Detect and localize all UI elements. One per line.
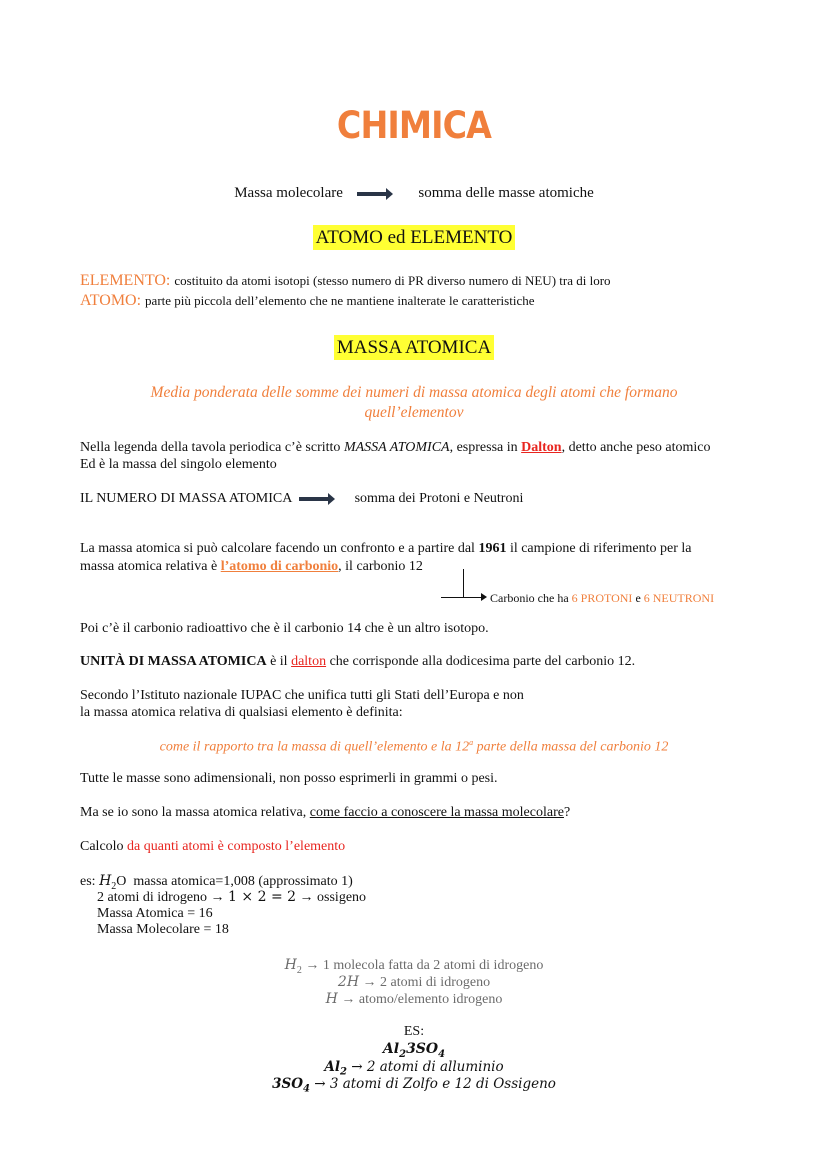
domanda-line: [80, 805, 570, 821]
rapporto-sup: a: [469, 738, 474, 747]
legenda-italic: MASSA ATOMICA: [343, 440, 450, 455]
es-formula-so-sub: 4: [438, 1048, 446, 1060]
carbonio-14-line: Poi c’è il carbonio radioattivo che è il carbonio 14 che è un altro isotopo.: [80, 621, 489, 636]
elemento-definition: [80, 272, 611, 290]
legenda-post: , detto anche peso atomico: [561, 440, 711, 455]
h2-line-2: [0, 974, 828, 991]
es-line-3: [0, 1076, 828, 1095]
esempio-line-4: Massa Molecolare = 18: [97, 922, 229, 937]
atomo-carbonio-link: l’atomo di carbonio: [220, 559, 339, 574]
adimensionali-line: Tutte le masse sono adimensionali, non posso esprimerli in grammi o pesi.: [80, 771, 498, 786]
h2-line-1-text: → 1 molecola fatta da 2 atomi di idrogeno: [301, 958, 544, 973]
atomo-text: parte più piccola dell’elemento che ne mantiene inalterate le caratteristiche: [145, 293, 535, 308]
heading-massa-atomica: MASSA ATOMICA: [334, 335, 494, 360]
esempio-line-3: Massa Atomica = 16: [97, 906, 213, 921]
uma-line: [80, 654, 635, 670]
numero-massa-definition: somma dei Protoni e Neutroni: [354, 491, 524, 506]
legenda-pre: Nella legenda della tavola periodica c’è scritto: [80, 440, 344, 455]
massa-molecolare-label: Massa molecolare: [234, 185, 343, 201]
year-1961: 1961: [478, 541, 507, 556]
massa-molecolare-line: [0, 185, 828, 202]
heading-atomo-elemento: ATOMO ed ELEMENTO: [313, 225, 516, 250]
elemento-text: costituito da atomi isotopi (stesso numero di PR diverso numero di NEU) tra di loro: [174, 273, 611, 288]
uma-bold: UNITÀ DI MASSA ATOMICA: [80, 654, 267, 669]
calcolo-red: da quanti atomi è composto l’elemento: [127, 839, 346, 854]
calcolo-pre: La massa atomica si può calcolare facendo un confronto e a partire dal: [80, 541, 479, 556]
elemento-label: ELEMENTO:: [80, 272, 171, 289]
iupac-line-2: la massa atomica relativa di qualsiasi elemento è definita:: [80, 705, 403, 720]
es-formula-al: Al: [382, 1041, 400, 1057]
legenda-line-1: [80, 440, 711, 456]
h2-line-1: [0, 957, 828, 976]
domanda-post: ?: [563, 805, 571, 820]
es-formula-so: 3SO: [406, 1041, 439, 1057]
calcolo-line2-post: , il carbonio 12: [338, 559, 423, 574]
formula-h-sub: 2: [111, 880, 117, 892]
h2-sub: 2: [296, 964, 302, 976]
es-line3-sub: 4: [302, 1083, 310, 1095]
massa-molecolare-definition: somma delle masse atomiche: [418, 185, 594, 201]
carbonio-neutroni: 6 NEUTRONI: [643, 591, 715, 605]
atomo-definition: [80, 292, 534, 310]
esempio-line-2: [97, 889, 366, 906]
h2-line-3-text: → atomo/elemento idrogeno: [337, 992, 503, 1007]
legenda-line-2: Ed è la massa del singolo elemento: [80, 457, 277, 472]
es-label: ES:: [403, 1024, 425, 1039]
calcolo-line2-pre: massa atomica relativa è: [80, 559, 221, 574]
bracket-arrow-icon: [481, 593, 487, 601]
definition-line-2: quell’elementov: [364, 404, 464, 421]
carbonio-note-pre: Carbonio che ha: [490, 591, 572, 605]
h2-line-2-text: → 2 atomi di idrogeno: [359, 975, 491, 990]
bracket-connector-tail: [463, 569, 481, 598]
rapporto-line: [0, 738, 828, 756]
legenda-mid: , espressa in: [449, 440, 522, 455]
es-formula-al-sub: 2: [399, 1048, 407, 1060]
carbonio-note: [490, 591, 714, 606]
es-formula: [0, 1041, 828, 1060]
bracket-connector: [441, 569, 464, 598]
domanda-underlined: come faccio a conoscere la massa molecolare: [309, 805, 564, 820]
heading-atomo-elemento-wrap: [0, 227, 828, 249]
right-arrow-icon: [299, 497, 329, 501]
esempio-line2-math: 1 × 2 = 2: [228, 889, 297, 905]
carbonio-and: e: [632, 591, 644, 605]
carbonio-protoni: 6 PROTONI: [571, 591, 633, 605]
calcolo-para-line-1: [80, 541, 691, 557]
esempio-es: es:: [80, 874, 100, 889]
iupac-line-1: Secondo l’Istituto nazionale IUPAC che unifica tutti gli Stati dell’Europa e non: [80, 688, 524, 703]
formula-o: O: [116, 874, 127, 889]
formula-h: H: [99, 873, 112, 889]
calcolo-line: [80, 839, 345, 855]
calcolo-post: il campione di riferimento per la: [506, 541, 692, 556]
uma-post: che corrisponde alla dodicesima parte del carbonio 12.: [326, 654, 636, 669]
dalton-link: Dalton: [521, 440, 562, 455]
esempio-massa: massa atomica=1,008 (approssimato 1): [126, 874, 353, 889]
definition-line-1: Media ponderata delle somme dei numeri di massa atomica degli atomi che formano: [150, 384, 678, 401]
rapporto-pre: come il rapporto tra la massa di quell’elemento e la 12: [159, 739, 470, 755]
page-title: CHIMICA: [336, 104, 492, 147]
uma-dalton-link: dalton: [291, 654, 327, 669]
h-symbol: H: [325, 991, 338, 1007]
right-arrow-icon: [357, 192, 387, 196]
esempio-line2-post: → ossigeno: [296, 890, 367, 905]
es-line3-sym: 3SO: [272, 1076, 303, 1092]
heading-massa-atomica-wrap: [0, 337, 828, 359]
domanda-pre: Ma se io sono la massa atomica relativa,: [80, 805, 310, 820]
uma-mid: è il: [266, 654, 292, 669]
es-line-2: [0, 1059, 828, 1078]
es-line2-sub: 2: [339, 1066, 347, 1078]
calcolo-para-line-2: [80, 559, 423, 575]
es-line2-text: → 2 atomi di alluminio: [346, 1059, 504, 1075]
calcolo-label: Calcolo: [80, 839, 128, 854]
es-line2-sym: Al: [324, 1059, 340, 1075]
atomo-label: ATOMO:: [80, 292, 142, 309]
esempio-line2-pre: 2 atomi di idrogeno →: [97, 890, 229, 905]
h2-line-3: [0, 991, 828, 1008]
rapporto-post: parte della massa del carbonio 12: [473, 739, 669, 755]
h2-symbol: H: [284, 957, 297, 973]
2h-symbol: 2H: [337, 974, 360, 990]
numero-massa-label: IL NUMERO DI MASSA ATOMICA: [80, 491, 292, 506]
es-line3-text: → 3 atomi di Zolfo e 12 di Ossigeno: [309, 1076, 556, 1092]
numero-massa-line: [80, 491, 523, 507]
